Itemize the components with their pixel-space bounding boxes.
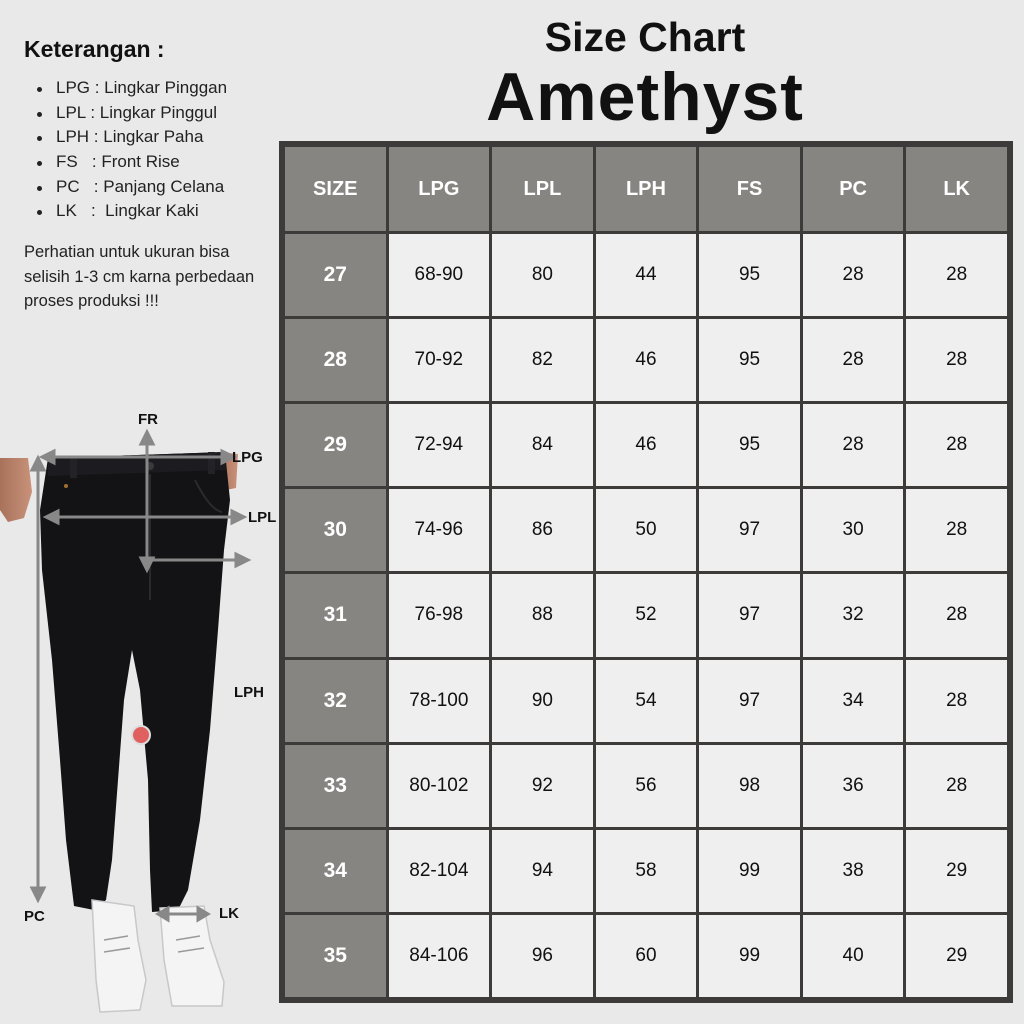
table-cell-fs: 95 [699, 234, 800, 316]
belt-loop [208, 452, 215, 474]
table-cell-lk: 28 [906, 574, 1007, 656]
size-cell: 29 [285, 404, 386, 486]
table-row [285, 234, 1007, 316]
table-cell-pc: 30 [803, 489, 904, 571]
legend-heading: Keterangan : [24, 36, 165, 62]
table-cell-lk: 29 [906, 915, 1007, 997]
jeans-body [40, 452, 230, 912]
table-cell-lpl: 94 [492, 830, 593, 912]
table-cell-lpl: 90 [492, 660, 593, 742]
size-table [279, 141, 1013, 1003]
table-cell-lph: 52 [596, 574, 697, 656]
table-cell-fs: 95 [699, 319, 800, 401]
table-row [285, 830, 1007, 912]
right-shoe [160, 906, 224, 1006]
table-cell-lph: 58 [596, 830, 697, 912]
table-cell-lpg: 72-94 [389, 404, 490, 486]
table-cell-lpl: 86 [492, 489, 593, 571]
table-cell-lpl: 88 [492, 574, 593, 656]
label-pc: PC [24, 908, 45, 925]
table-cell-lpg: 76-98 [389, 574, 490, 656]
table-cell-fs: 99 [699, 915, 800, 997]
column-header-lpl: LPL [492, 147, 593, 231]
table-row [285, 489, 1007, 571]
table-cell-lpg: 70-92 [389, 319, 490, 401]
table-cell-lpg: 74-96 [389, 489, 490, 571]
size-cell: 34 [285, 830, 386, 912]
legend-item: LPL : Lingkar Pinggul [24, 101, 227, 126]
table-cell-lk: 28 [906, 234, 1007, 316]
label-lpl: LPL [248, 509, 277, 526]
legend-item: PC : Panjang Celana [24, 175, 227, 200]
jeans-model-photo [0, 400, 280, 1024]
column-header-fs: FS [699, 147, 800, 231]
size-cell: 30 [285, 489, 386, 571]
table-cell-lpg: 80-102 [389, 745, 490, 827]
table-row [285, 660, 1007, 742]
size-cell: 32 [285, 660, 386, 742]
table-cell-lpl: 84 [492, 404, 593, 486]
table-cell-pc: 40 [803, 915, 904, 997]
title-product-name: Amethyst [486, 59, 804, 135]
table-cell-lph: 56 [596, 745, 697, 827]
size-table-grid [282, 144, 1010, 1000]
size-cell: 33 [285, 745, 386, 827]
size-tolerance-note: Perhatian untuk ukuran bisa selisih 1-3 cm karna perbedaan proses produksi !!! [24, 243, 255, 310]
table-cell-lph: 44 [596, 234, 697, 316]
table-cell-lk: 28 [906, 745, 1007, 827]
legend-item: FS : Front Rise [24, 150, 227, 175]
column-header-pc: PC [803, 147, 904, 231]
label-lk: LK [219, 905, 239, 922]
table-cell-lk: 29 [906, 830, 1007, 912]
table-cell-lph: 46 [596, 404, 697, 486]
size-cell: 27 [285, 234, 386, 316]
table-row [285, 745, 1007, 827]
table-cell-pc: 34 [803, 660, 904, 742]
table-cell-lpg: 82-104 [389, 830, 490, 912]
title-size-chart: Size Chart [544, 14, 746, 60]
column-header-lpg: LPG [389, 147, 490, 231]
table-cell-pc: 28 [803, 319, 904, 401]
table-cell-lk: 28 [906, 319, 1007, 401]
label-lpg: LPG [232, 449, 263, 466]
table-cell-lpl: 82 [492, 319, 593, 401]
table-row [285, 404, 1007, 486]
table-cell-lpl: 92 [492, 745, 593, 827]
table-cell-lpg: 78-100 [389, 660, 490, 742]
table-cell-lpl: 96 [492, 915, 593, 997]
legend-item: LPH : Lingkar Paha [24, 125, 227, 150]
table-cell-pc: 38 [803, 830, 904, 912]
table-cell-fs: 95 [699, 404, 800, 486]
table-header-row [285, 147, 1007, 231]
table-cell-lk: 28 [906, 489, 1007, 571]
legend-item: LPG : Lingkar Pinggan [24, 76, 227, 101]
legend-item: LK : Lingkar Kaki [24, 199, 227, 224]
table-cell-pc: 32 [803, 574, 904, 656]
table-body [285, 234, 1007, 997]
table-cell-pc: 28 [803, 234, 904, 316]
table-row [285, 915, 1007, 997]
table-cell-fs: 99 [699, 830, 800, 912]
table-row [285, 574, 1007, 656]
table-cell-pc: 36 [803, 745, 904, 827]
table-cell-lph: 46 [596, 319, 697, 401]
label-lph: LPH [234, 684, 264, 701]
legend-list [24, 76, 227, 224]
size-cell: 31 [285, 574, 386, 656]
table-cell-lpg: 84-106 [389, 915, 490, 997]
table-cell-lk: 28 [906, 660, 1007, 742]
table-cell-pc: 28 [803, 404, 904, 486]
table-cell-lk: 28 [906, 404, 1007, 486]
rivet-dot [64, 484, 68, 488]
size-cell: 28 [285, 319, 386, 401]
left-shoe [92, 900, 146, 1012]
size-cell: 35 [285, 915, 386, 997]
column-header-size: SIZE [285, 147, 386, 231]
label-fr: FR [138, 411, 158, 428]
table-cell-lpl: 80 [492, 234, 593, 316]
table-cell-lph: 54 [596, 660, 697, 742]
column-header-lk: LK [906, 147, 1007, 231]
table-cell-lph: 50 [596, 489, 697, 571]
table-cell-fs: 97 [699, 489, 800, 571]
table-row [285, 319, 1007, 401]
table-cell-lpg: 68-90 [389, 234, 490, 316]
belt-loop [70, 456, 77, 478]
table-cell-fs: 98 [699, 745, 800, 827]
patch-sticker [132, 726, 150, 744]
left-hand [0, 458, 32, 522]
table-cell-fs: 97 [699, 660, 800, 742]
table-cell-fs: 97 [699, 574, 800, 656]
column-header-lph: LPH [596, 147, 697, 231]
table-cell-lph: 60 [596, 915, 697, 997]
